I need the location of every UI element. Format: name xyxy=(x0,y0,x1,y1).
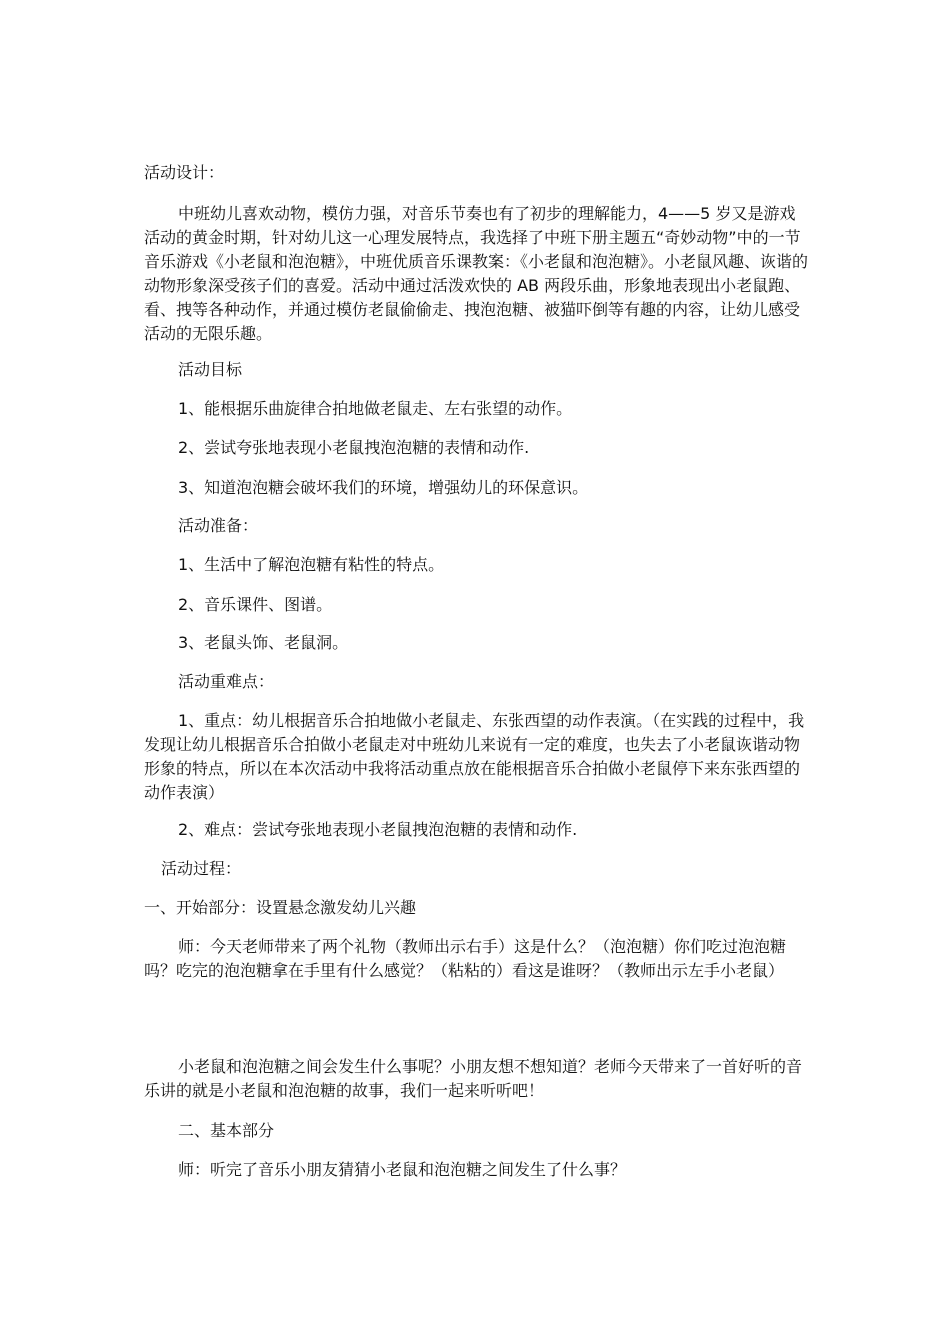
intro-paragraph: 中班幼儿喜欢动物，模仿力强，对音乐节奏也有了初步的理解能力，4——5 岁又是游戏活动的黄金时期，针对幼儿这一心理发展特点，我选择了中班下册主题五“奇妙动物”中的一节音乐游戏《小老鼠和泡泡糖》，中班优质音乐课教案：《小老鼠和泡泡糖》。小老鼠风趣、诙谐的动物形象深受孩子们的喜爱。活动中通过活泼欢快的 AB 两段乐曲，形象地表现出小老鼠跑、看、拽等各种动作，并通过模仿老鼠偷偷走、拽泡泡糖、被猫吓倒等有趣的内容，让幼儿感受活动的无限乐趣。 xyxy=(144,204,809,343)
goal-item-1: 1、能根据乐曲旋律合拍地做老鼠走、左右张望的动作。 xyxy=(178,399,573,418)
goal-item-2: 2、尝试夸张地表现小老鼠拽泡泡糖的表情和动作. xyxy=(178,438,530,457)
prep-item-3: 3、老鼠头饰、老鼠洞。 xyxy=(178,633,349,652)
key-point-1: 1、重点：幼儿根据音乐合拍地做小老鼠走、东张西望的动作表演。（在实践的过程中，我发现让幼儿根据音乐合拍做小老鼠走对中班幼儿来说有一定的难度，也失去了小老鼠诙谐动物形象的特点，所以在本次活动中我将活动重点放在能根据音乐合拍做小老鼠停下来东张西望的动作表演） xyxy=(144,711,805,802)
teacher-dialog-3: 师：听完了音乐小朋友猜猜小老鼠和泡泡糖之间发生了什么事？ xyxy=(178,1160,627,1179)
teacher-dialog-1: 师：今天老师带来了两个礼物（教师出示右手）这是什么？（泡泡糖）你们吃过泡泡糖吗？吃完的泡泡糖拿在手里有什么感觉？（粘粘的）看这是谁呀？（教师出示左手小老鼠） xyxy=(144,937,787,980)
heading-activity-process: 活动过程： xyxy=(161,859,242,878)
heading-activity-design: 活动设计： xyxy=(144,163,225,182)
heading-key-points: 活动重难点： xyxy=(178,672,275,691)
heading-activity-goals: 活动目标 xyxy=(178,360,243,379)
goal-item-3: 3、知道泡泡糖会破坏我们的环境，增强幼儿的环保意识。 xyxy=(178,478,589,497)
key-point-2: 2、难点：尝试夸张地表现小老鼠拽泡泡糖的表情和动作. xyxy=(178,820,578,839)
part-two-heading: 二、基本部分 xyxy=(178,1121,275,1140)
part-one-heading: 一、开始部分：设置悬念激发幼儿兴趣 xyxy=(144,898,417,917)
teacher-dialog-2: 小老鼠和泡泡糖之间会发生什么事呢？小朋友想不想知道？老师今天带来了一首好听的音乐讲的就是小老鼠和泡泡糖的故事，我们一起来听听吧！ xyxy=(144,1057,803,1100)
heading-activity-prep: 活动准备： xyxy=(178,516,259,535)
prep-item-2: 2、音乐课件、图谱。 xyxy=(178,595,333,614)
prep-item-1: 1、生活中了解泡泡糖有粘性的特点。 xyxy=(178,555,445,574)
